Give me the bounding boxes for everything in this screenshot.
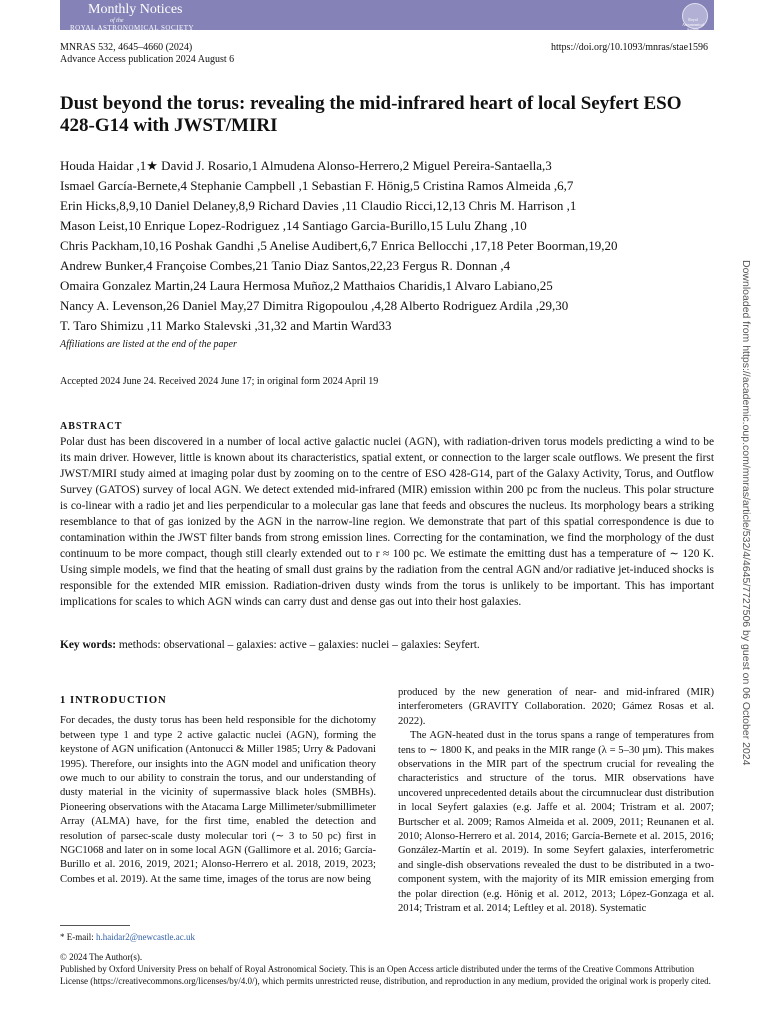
keywords-label: Key words: (60, 639, 116, 651)
footnote-divider (60, 925, 130, 926)
email-footnote (60, 932, 195, 942)
author-line[interactable]: Houda Haidar ,1★ David J. Rosario,1 Almudena Alonso-Herrero,2 Miguel Pereira-Santaella,3 (60, 158, 552, 173)
intro-right-column (398, 686, 714, 917)
affiliations-note: Affiliations are listed at the end of the paper (60, 339, 237, 350)
journal-society: ROYAL ASTRONOMICAL SOCIETY (70, 24, 195, 32)
intro-paragraph: produced by the new generation of near- and mid-infrared (MIR) interferometers (GRAVITY Collaboration. 2020; Gámez Rosas et al. 2022). (398, 687, 714, 727)
license-text: Published by Oxford University Press on behalf of Royal Astronomical Society. This is an Open Access article distributed under the terms of the Creative Commons Attribution License (https://creativecommons.org/licenses/by/4.0/), which permits unrestricted reuse, distribution, and reproduction in any medium, provided the original work is properly cited. (60, 964, 711, 986)
paper-title: Dust beyond the torus: revealing the mid-infrared heart of local Seyfert ESO 428-G14 with JWST/MIRI (60, 93, 682, 136)
copyright: © 2024 The Author(s). (60, 952, 143, 962)
intro-paragraph: The AGN-heated dust in the torus spans a range of temperatures from tens to ∼ 1800 K, and peaks in the MIR range (λ = 5–30 µm). This makes observations in the MIR part of the spectrum crucial for revealing the characteristics and structure of the torus. MIR observations have uncovered unprecedented details about the circumnuclear dust distribution in local Seyfert galaxies (e.g. Jaffe et al. 2004; Tristram et al. 2007; Burtscher et al. 2009; Ramos Almeida et al. 2009, 2011; Reunanen et al. 2010; Alonso-Herrero et al. 2014, 2016; García-Bernete et al. 2015, 2016; González-Martín et al. 2019). In some Seyfert galaxies, interferometric and single-dish observations revealed the dust to be distributed in a two-component system, with the majority of its MIR emission emerging from the polar direction (e.g. Hönig et al. 2012, 2013; López-Gonzaga et al. 2014; Tristram et al. 2014; Leftley et al. 2018). Systematic (398, 730, 714, 915)
intro-left-column (60, 694, 376, 887)
seal-text: Royal Astronomical Society (682, 17, 704, 32)
author-line[interactable]: Ismael García-Bernete,4 Stephanie Campbell ,1 Sebastian F. Hönig,5 Cristina Ramos Almeida ,6,7 (60, 178, 574, 193)
intro-paragraph: For decades, the dusty torus has been held responsible for the dichotomy between type 1 and type 2 active galactic nuclei (AGN), forming the keystone of AGN unification (Antonucci & Miller 1985; Urry & Padovani 1995). Therefore, our insights into the AGN model and unification theory owe much to our ability to constrain the torus, and our understanding of dusty material in the vicinity of supermassive black holes (SMBHs). Pioneering observations with the Atacama Large Millimeter/submillimeter Array (ALMA) have, for the first time, enabled the detection and resolution of parsec-scale dusty molecular tori (∼ 3 to 50 pc) first in NGC1068 and later on in some local AGN (Gallimore et al. 2016; García-Burillo et al. 2016, 2019, 2021; Alonso-Herrero et al. 2018, 2019, 2023; Combes et al. 2019). At the same time, images of the torus are now being (60, 715, 376, 885)
abstract-text: Polar dust has been discovered in a number of local active galactic nuclei (AGN), with radiation-driven torus models predicting a wind to be its main driver. However, little is known about its characteristics, spatial extent, or connection to the larger scale outflows. We present the first JWST/MIRI study aimed at imaging polar dust by zooming on to the centre of ESO 428-G14, part of the Galaxy Activity, Torus, and Outflow Survey (GATOS) survey of local AGN. We detect extended mid-infrared (MIR) emission within 200 pc from the nucleus. This polar structure is co-linear with a radio jet and lies perpendicular to a molecular gas lane that feeds and obscures the nucleus. Its morphology bears a striking resemblance to that of gas ionized by the AGN in the narrow-line region. We demonstrate that part of this spatial correspondence is due to contamination within the JWST filter bands from strong emission lines. Correcting for the contamination, we find the morphology of the dust continuum to be more compact, though still clearly extended out to r ≈ 100 pc. We estimate the emitting dust has a temperature of ∼ 120 K. Using simple models, we find that the heating of small dust grains by the radiation from the central AGN and/or radiative jet-induced shocks is responsible for the extended MIR emission. Radiation-driven dusty winds from the torus is unlikely to be important. This has important implications for scales to which AGN winds can carry dust and dense gas out into their host galaxies. (60, 436, 714, 608)
author-line[interactable]: Andrew Bunker,4 Françoise Combes,21 Tanio Diaz Santos,22,23 Fergus R. Donnan ,4 (60, 258, 511, 273)
download-watermark: Downloaded from https://academic.oup.com/mnras/article/532/4/4645/7727506 by guest on 06 October 2024 (740, 260, 752, 766)
journal-of: of the (110, 18, 124, 24)
journal-banner (60, 0, 714, 30)
advance-access: Advance Access publication 2024 August 6 (60, 54, 235, 65)
citation: MNRAS 532, 4645–4660 (2024) (60, 42, 193, 53)
author-line[interactable]: Omaira Gonzalez Martin,24 Laura Hermosa Muñoz,2 Matthaios Charidis,1 Alvaro Labiano,25 (60, 278, 553, 293)
author-list (60, 156, 720, 336)
author-line[interactable]: Erin Hicks,8,9,10 Daniel Delaney,8,9 Richard Davies ,11 Claudio Ricci,12,13 Chris M. Harrison ,1 (60, 198, 577, 213)
accepted-dates: Accepted 2024 June 24. Received 2024 June 17; in original form 2024 April 19 (60, 376, 379, 387)
author-line[interactable]: Mason Leist,10 Enrique Lopez-Rodriguez ,14 Santiago Garcia-Burillo,15 Lulu Zhang ,10 (60, 218, 527, 233)
section-heading: 1 INTRODUCTION (60, 695, 167, 706)
license-footer (60, 951, 714, 987)
email-link[interactable]: h.haidar2@newcastle.ac.uk (96, 932, 195, 942)
abstract-heading: ABSTRACT (60, 421, 123, 432)
author-line[interactable]: Chris Packham,10,16 Poshak Gandhi ,5 Anelise Audibert,6,7 Enrica Bellocchi ,17,18 Peter Boorman,19,20 (60, 238, 618, 253)
keywords-text: methods: observational – galaxies: active – galaxies: nuclei – galaxies: Seyfert. (118, 639, 480, 651)
author-line[interactable]: T. Taro Shimizu ,11 Marko Stalevski ,31,32 and Martin Ward33 (60, 318, 392, 333)
author-line[interactable]: Nancy A. Levenson,26 Daniel May,27 Dimitra Rigopoulou ,4,28 Alberto Rodriguez Ardila ,29,30 (60, 298, 569, 313)
keywords (60, 639, 714, 651)
email-label: * E-mail: (60, 932, 96, 942)
journal-title: Monthly Notices (88, 2, 183, 17)
doi-link[interactable]: https://doi.org/10.1093/mnras/stae1596 (551, 42, 709, 53)
